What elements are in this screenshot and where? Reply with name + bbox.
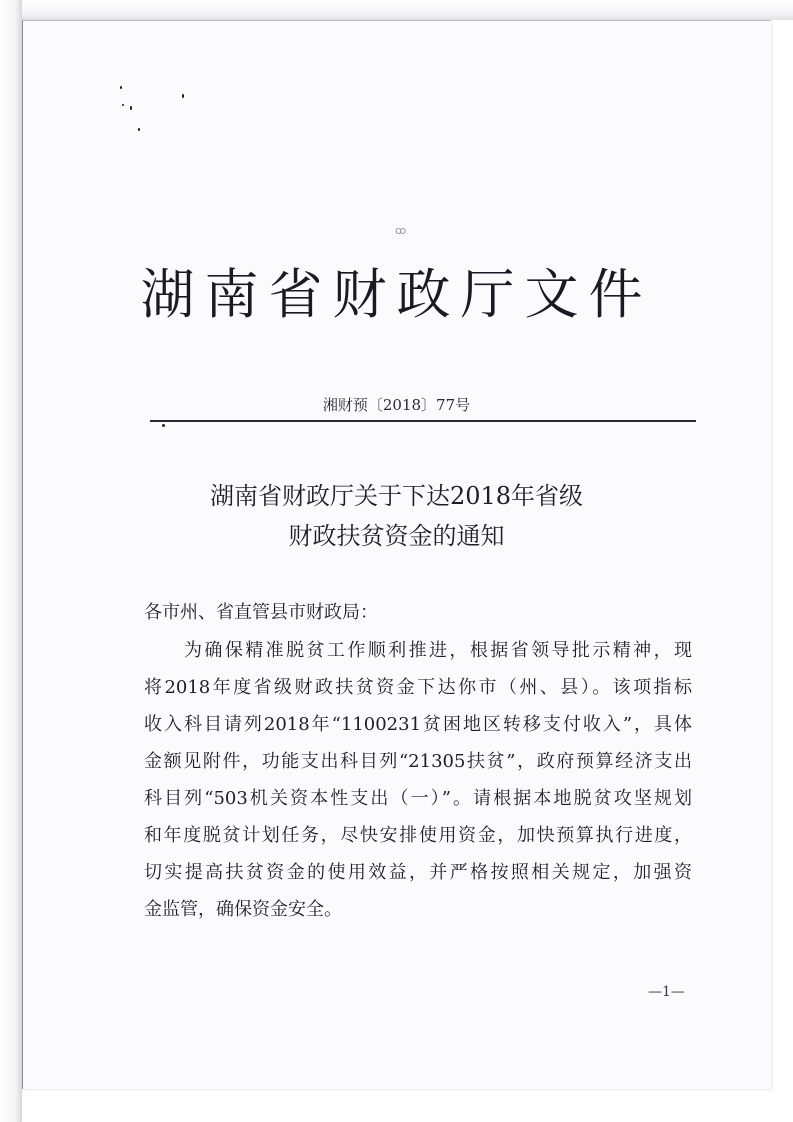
body-line: 切实提高扶贫资金的使用效益，并严格按照相关规定，加强资 <box>144 862 692 883</box>
document-title <box>0 476 793 556</box>
body-line: 将2018年度省级财政扶贫资金下达你市（州、县）。该项指标 <box>144 677 692 698</box>
rule-dot <box>162 424 165 427</box>
body-line: 收入科目请列2018年“1100231贫困地区转移支付收入”，具体 <box>144 714 692 735</box>
salutation: 各市州、省直管县市财政局： <box>144 602 378 623</box>
body-line: 为确保精准脱贫工作顺利推进，根据省领导批示精神，现 <box>184 640 692 661</box>
issuer-title: 湖南省财政厅文件 <box>140 263 653 326</box>
red-header-rule <box>150 420 696 422</box>
body-line: 金监管，确保资金安全。 <box>144 899 342 920</box>
faint-scan-mark: ꝏ <box>395 224 407 237</box>
body-line: 金额见附件，功能支出科目列“21305扶贫”，政府预算经济支出 <box>144 751 692 772</box>
body-line: 和年度脱贫计划任务，尽快安排使用资金，加快预算执行进度， <box>144 825 692 846</box>
scan-specks <box>118 86 198 136</box>
body-paragraph <box>144 632 692 928</box>
scan-edge-top <box>0 0 793 20</box>
document-title-line-2: 财政扶贫资金的通知 <box>288 522 505 550</box>
document-title-line-1: 湖南省财政厅关于下达2018年省级 <box>209 482 584 510</box>
document-number: 湘财预〔2018〕77号 <box>322 396 471 414</box>
body-line: 科目列“503机关资本性支出（一）”。请根据本地脱贫攻坚规划 <box>144 788 692 809</box>
page-number: —1— <box>648 984 685 1000</box>
scan-edge-left <box>0 0 22 1122</box>
